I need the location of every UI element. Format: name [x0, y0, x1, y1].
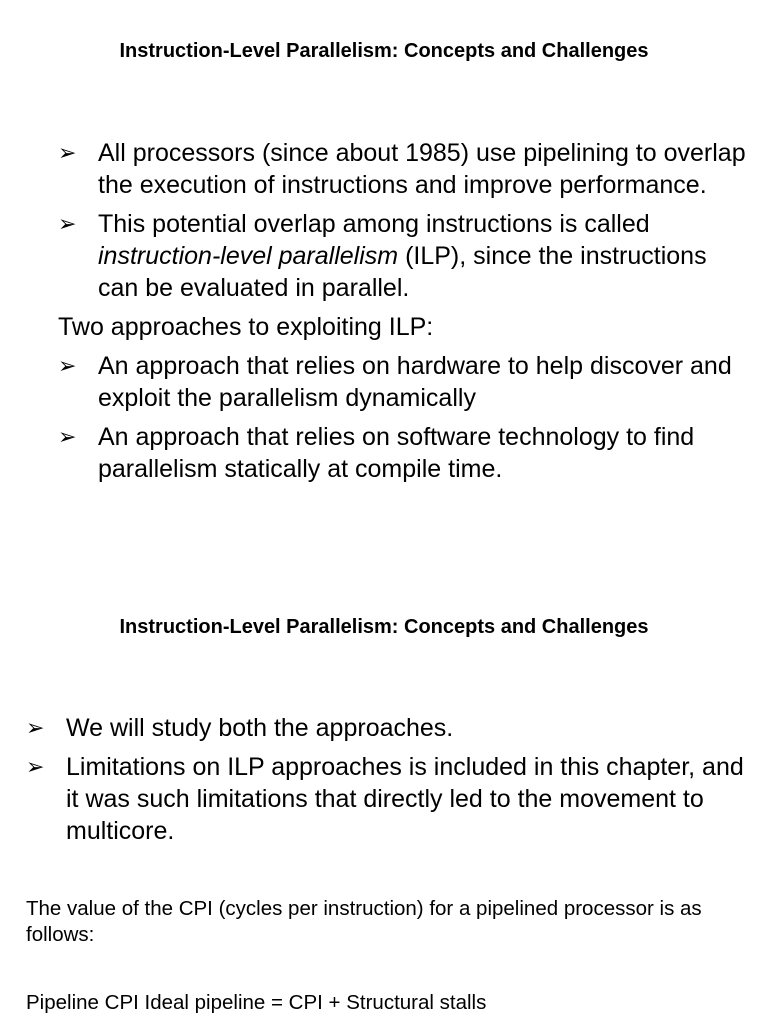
list-item: [58, 208, 748, 304]
list-item: [26, 712, 746, 744]
approaches-subheading: Two approaches to exploiting ILP:: [58, 313, 434, 341]
arrow-bullet-icon: ➢: [58, 353, 77, 378]
list-item: [58, 421, 748, 485]
ilp-term: instruction-level parallelism: [98, 242, 399, 270]
bullet-text: We will study both the approaches.: [66, 714, 454, 742]
bullet-text: An approach that relies on software technology to find parallelism statically at compile time.: [98, 423, 695, 483]
bullet-text: Limitations on ILP approaches is included in this chapter, and it was such limitations that directly led to the movement to multicore.: [66, 753, 744, 845]
cpi-formula-text: Pipeline CPI Ideal pipeline = CPI + Structural stalls: [26, 991, 487, 1014]
cpi-intro-text: The value of the CPI (cycles per instruction) for a pipelined processor is as follows:: [26, 897, 702, 946]
slide2-bullet-list: [26, 712, 746, 854]
arrow-bullet-icon: ➢: [58, 211, 77, 236]
bullet-text: All processors (since about 1985) use pipelining to overlap the execution of instructions and improve performance.: [98, 139, 746, 199]
bullet-text-end: (ILP), since the instructions can be evaluated in parallel.: [98, 242, 707, 302]
slide2-title: Instruction-Level Parallelism: Concepts and Challenges: [119, 616, 649, 638]
arrow-bullet-icon: ➢: [26, 715, 45, 740]
slide1-bullet-list: [58, 137, 748, 492]
arrow-bullet-icon: ➢: [26, 754, 45, 779]
bullet-text-start: This potential overlap among instructions is called: [98, 210, 650, 238]
slide1-title: Instruction-Level Parallelism: Concepts and Challenges: [119, 40, 649, 62]
arrow-bullet-icon: ➢: [58, 424, 77, 449]
arrow-bullet-icon: ➢: [58, 140, 77, 165]
bullet-text: An approach that relies on hardware to help discover and exploit the parallelism dynamically: [98, 352, 732, 412]
list-item: [58, 137, 748, 201]
list-item: [26, 751, 746, 847]
list-item: [58, 350, 748, 414]
